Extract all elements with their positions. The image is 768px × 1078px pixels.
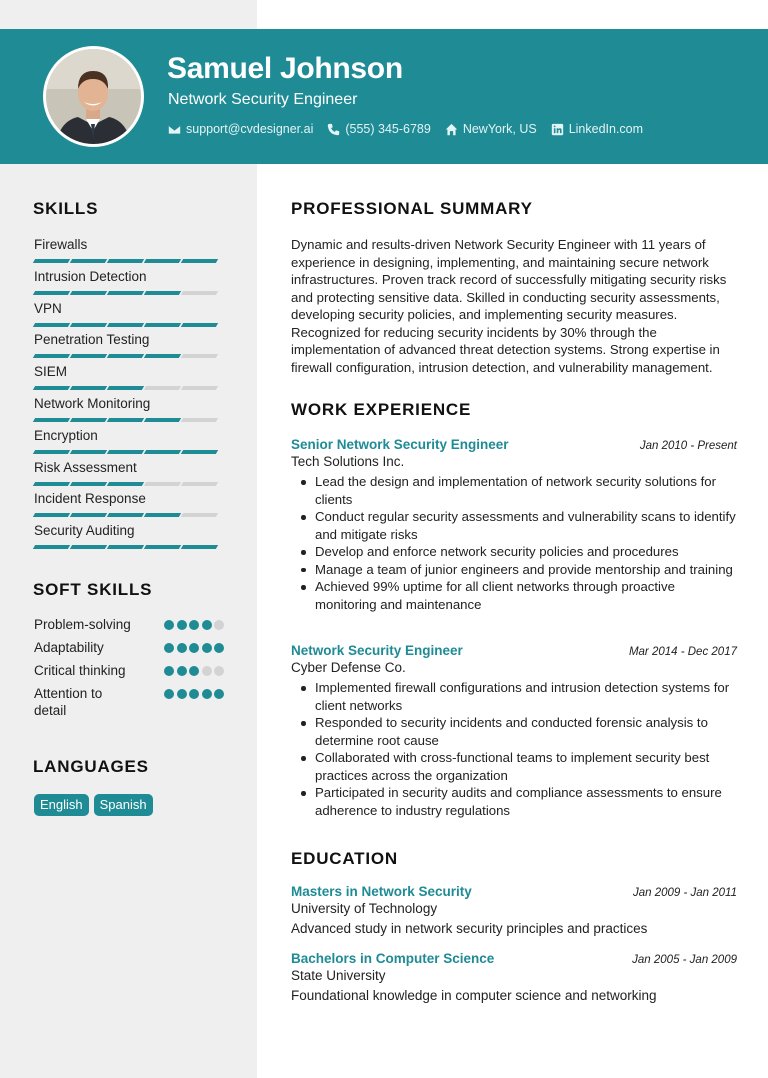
language-badge: Spanish	[94, 794, 153, 816]
job-dates: Mar 2014 - Dec 2017	[628, 646, 737, 658]
skill-level-segment	[107, 450, 144, 454]
skill-level-segment	[107, 323, 144, 327]
rating-dot	[177, 666, 187, 676]
skill-level-segment	[107, 386, 144, 390]
skill-level-segment	[33, 545, 70, 549]
skill-level-segment	[181, 545, 218, 549]
job-bullet: Manage a team of junior engineers and provide mentorship and training	[315, 561, 737, 579]
rating-dot	[202, 689, 212, 699]
contact-phone[interactable]	[327, 122, 430, 136]
skill-level-segment	[181, 259, 218, 263]
skill-level-segment	[181, 418, 218, 422]
soft-skill-rating	[164, 643, 224, 653]
rating-dot	[202, 620, 212, 630]
languages-list	[34, 794, 153, 816]
skill-level-segment	[144, 386, 181, 390]
education-dates: Jan 2009 - Jan 2011	[632, 887, 737, 899]
skill-label: Network Monitoring	[34, 395, 151, 411]
soft-skills-heading: SOFT SKILLS	[33, 580, 153, 599]
education-entry	[291, 951, 737, 1003]
soft-skill-item	[34, 685, 224, 719]
skill-level-segment	[107, 482, 144, 486]
job-bullet: Conduct regular security assessments and vulnerability scans to identify and mitigate risks	[315, 509, 736, 542]
job-bullet: Responded to security incidents and conducted forensic analysis to determine root cause	[315, 714, 737, 749]
skill-level-segment	[144, 354, 181, 358]
skill-level-segment	[33, 259, 70, 263]
job-header	[291, 643, 737, 658]
skill-level-segment	[107, 259, 144, 263]
skill-level-segment	[144, 513, 181, 517]
skill-level-segment	[181, 482, 218, 486]
soft-skill-label: Attention to detail	[34, 686, 103, 718]
skill-level-segment	[70, 259, 107, 263]
skill-level-segment	[70, 482, 107, 486]
rating-dot	[177, 643, 187, 653]
skill-level-bar	[34, 450, 224, 454]
skill-level-bar	[34, 418, 224, 422]
skill-level-segment	[33, 354, 70, 358]
job-company: Tech Solutions Inc.	[291, 454, 405, 469]
skill-label: Risk Assessment	[34, 459, 137, 475]
soft-skill-rating	[164, 666, 224, 676]
job-role: Network Security Engineer	[291, 643, 463, 658]
rating-dot	[164, 689, 174, 699]
skill-level-bar	[34, 482, 224, 486]
education-degree: Masters in Network Security	[291, 884, 472, 899]
skill-level-segment	[70, 450, 107, 454]
skill-level-segment	[33, 386, 70, 390]
candidate-title: Network Security Engineer	[168, 91, 358, 108]
rating-dot	[214, 689, 224, 699]
skill-item	[34, 268, 224, 300]
soft-skills-list	[34, 616, 224, 725]
skill-item	[34, 522, 224, 554]
rating-dot	[164, 643, 174, 653]
rating-dot	[189, 689, 199, 699]
soft-skill-item	[34, 639, 224, 656]
skill-level-segment	[70, 291, 107, 295]
job-bullets	[291, 473, 737, 613]
job-bullet: Implemented firewall configurations and intrusion detection systems for client networks	[315, 679, 737, 714]
skill-level-segment	[144, 545, 181, 549]
skill-level-segment	[181, 450, 218, 454]
summary-text: Dynamic and results-driven Network Security Engineer with 11 years of experience in designing, implementing, and maintaining secure network infrastructures. Proven track record of successfully mitigating security risks and protecting sensitive data. Skilled in conducting security assessments, developing security policies, and implementing security measures. Recognized for reducing security incidents by 30% through the implementation of advanced threat detection systems. Strong expertise in firewall configuration, intrusion detection, and vulnerability management.	[291, 237, 727, 375]
skill-label: SIEM	[34, 364, 68, 380]
skill-label: Penetration Testing	[34, 332, 150, 348]
profile-photo-icon	[46, 49, 141, 144]
skill-label: Intrusion Detection	[34, 268, 147, 284]
skill-level-segment	[181, 513, 218, 517]
soft-skill-label: Problem-solving	[34, 617, 131, 632]
rating-dot	[164, 620, 174, 630]
education-header	[291, 951, 737, 966]
skill-item	[34, 490, 224, 522]
education-description: Foundational knowledge in computer science and networking	[291, 988, 657, 1003]
contact-linkedin[interactable]	[551, 122, 643, 136]
skill-level-bar	[34, 291, 224, 295]
soft-skill-item	[34, 662, 224, 679]
job-bullets	[291, 679, 737, 819]
contact-email[interactable]	[168, 122, 313, 136]
skill-level-bar	[34, 513, 224, 517]
skill-label: Firewalls	[34, 237, 88, 252]
candidate-name: Samuel Johnson	[167, 52, 403, 85]
job-dates: Jan 2010 - Present	[639, 440, 737, 452]
skill-level-segment	[144, 259, 181, 263]
rating-dot	[177, 620, 187, 630]
rating-dot	[189, 666, 199, 676]
education-entry	[291, 884, 737, 936]
rating-dot	[164, 666, 174, 676]
education-school: University of Technology	[291, 901, 438, 916]
education-header	[291, 884, 737, 899]
soft-skill-rating	[164, 620, 224, 630]
linkedin-icon	[551, 123, 564, 136]
skill-level-segment	[181, 386, 218, 390]
phone-icon	[327, 123, 340, 136]
skill-level-segment	[70, 418, 107, 422]
skill-label: Security Auditing	[34, 523, 135, 539]
skill-item	[34, 236, 224, 268]
skill-level-segment	[33, 513, 70, 517]
skill-label: Incident Response	[34, 491, 146, 507]
job-entry	[291, 643, 737, 819]
skill-item	[34, 300, 224, 332]
contact-email-text: support@cvdesigner.ai	[186, 122, 314, 136]
contact-location	[445, 122, 537, 136]
experience-heading: WORK EXPERIENCE	[291, 400, 472, 419]
skill-level-segment	[144, 323, 181, 327]
skill-level-segment	[33, 482, 70, 486]
skill-level-segment	[70, 354, 107, 358]
rating-dot	[202, 666, 212, 676]
contact-phone-text: (555) 345-6789	[345, 122, 431, 136]
skill-level-segment	[144, 291, 181, 295]
job-entry	[291, 437, 737, 613]
job-bullet: Achieved 99% uptime for all client networks through proactive monitoring and maintenance	[315, 578, 737, 613]
envelope-icon	[168, 123, 181, 136]
skill-level-bar	[34, 354, 224, 358]
skill-level-segment	[33, 291, 70, 295]
skill-level-bar	[34, 386, 224, 390]
skill-label: Encryption	[34, 427, 98, 443]
skill-level-segment	[144, 482, 181, 486]
skill-level-segment	[181, 354, 218, 358]
skill-level-segment	[181, 291, 218, 295]
skill-level-bar	[34, 323, 224, 327]
skill-level-segment	[70, 545, 107, 549]
language-badge: English	[34, 794, 89, 816]
education-dates: Jan 2005 - Jan 2009	[632, 954, 737, 966]
summary-heading: PROFESSIONAL SUMMARY	[291, 199, 533, 218]
job-header	[291, 437, 737, 452]
skill-item	[34, 395, 224, 427]
job-bullet: Lead the design and implementation of network security solutions for clients	[315, 473, 737, 508]
contact-location-text: NewYork, US	[462, 122, 537, 136]
skill-level-segment	[107, 513, 144, 517]
soft-skill-rating	[164, 689, 224, 699]
rating-dot	[214, 666, 224, 676]
education-school: State University	[291, 968, 386, 983]
rating-dot	[214, 620, 224, 630]
contact-linkedin-text: LinkedIn.com	[568, 122, 644, 136]
soft-skill-label: Adaptability	[34, 640, 104, 655]
education-heading: EDUCATION	[291, 849, 398, 868]
skill-level-segment	[144, 450, 181, 454]
skill-level-segment	[107, 418, 144, 422]
job-bullet: Participated in security audits and compliance assessments to ensure adherence to industry regulations	[315, 784, 737, 819]
skill-level-segment	[107, 545, 144, 549]
skill-item	[34, 363, 224, 395]
education-degree: Bachelors in Computer Science	[291, 951, 495, 966]
skill-label: VPN	[34, 300, 62, 316]
skill-level-segment	[33, 450, 70, 454]
skill-level-segment	[107, 291, 144, 295]
job-bullet: Collaborated with cross-functional teams to implement security best practices across the organization	[315, 749, 737, 784]
rating-dot	[189, 620, 199, 630]
rating-dot	[189, 643, 199, 653]
rating-dot	[202, 643, 212, 653]
job-role: Senior Network Security Engineer	[291, 437, 509, 452]
skill-level-segment	[70, 323, 107, 327]
skill-item	[34, 427, 224, 459]
skill-level-bar	[34, 545, 224, 549]
languages-heading: LANGUAGES	[33, 757, 149, 776]
job-bullet: Develop and enforce network security policies and procedures	[315, 543, 737, 561]
skill-level-segment	[181, 323, 218, 327]
soft-skill-item	[34, 616, 224, 633]
avatar	[43, 46, 144, 147]
skill-item	[34, 459, 224, 491]
skill-level-segment	[70, 386, 107, 390]
skill-level-segment	[107, 354, 144, 358]
skill-level-segment	[33, 323, 70, 327]
skill-level-segment	[70, 513, 107, 517]
skill-level-segment	[144, 418, 181, 422]
soft-skill-label: Critical thinking	[34, 663, 126, 678]
skill-level-segment	[33, 418, 70, 422]
skills-list	[34, 236, 224, 554]
skills-heading: SKILLS	[33, 199, 99, 218]
job-company: Cyber Defense Co.	[291, 660, 406, 675]
skill-item	[34, 331, 224, 363]
skill-level-bar	[34, 259, 224, 263]
education-description: Advanced study in network security principles and practices	[291, 921, 648, 936]
home-icon	[445, 123, 458, 136]
rating-dot	[177, 689, 187, 699]
contact-bar	[168, 122, 643, 136]
rating-dot	[214, 643, 224, 653]
